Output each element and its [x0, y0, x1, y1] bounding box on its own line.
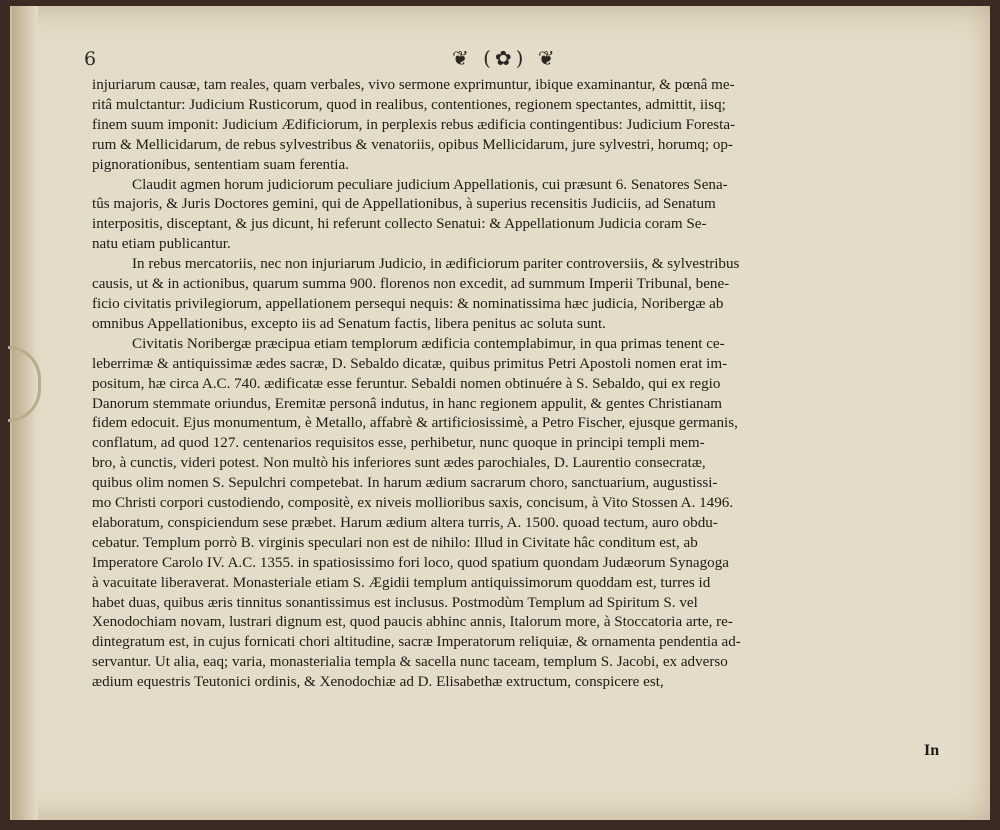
- text-line: omnibus Appellationibus, excepto iis ad Senatum factis, libera penitus ac soluta sunt.: [92, 315, 606, 332]
- text-line: Claudit agmen horum judiciorum peculiare judicium Appellationis, cui præsunt 6. Senatores Sena-: [132, 176, 728, 193]
- text-line: conflatum, ad quod 127. centenarios requisitos esse, perhibetur, nunc quoque in principi templi mem-: [92, 435, 705, 452]
- text-line: In rebus mercatoriis, nec non injuriarum Judicio, in ædificiorum pariter controversiis, & sylvestribus: [132, 256, 740, 273]
- text-line: rum & Mellicidarum, de rebus sylvestribus & venatoriis, opibus Mellicidarum, jure sylvestri, horumq; op-: [92, 136, 733, 153]
- text-line: causis, ut & in actionibus, quarum summa 900. florenos non excedit, ad summum Imperii Tribunal, bene-: [92, 276, 730, 293]
- text-line: quibus olim nomen S. Sepulchri competebat. In harum ædium sacrarum choro, sanctuarium, augustissi-: [92, 475, 718, 492]
- text-line: ritâ mulctantur: Judicium Rusticorum, quod in realibus, contentiones, regionem spectantes, admittit, iisq;: [92, 96, 726, 113]
- text-line: injuriarum causæ, tam reales, quam verbales, vivo sermone exprimuntur, ibique examinantur, & pœnâ me-: [92, 77, 735, 93]
- text-line: finem suum imponit: Judicium Ædificiorum, in perplexis rebus ædificia contingentibus: Judicium Foresta-: [92, 116, 736, 133]
- text-line: elaboratum, conspiciendum sese præbet. Harum ædium altera turris, A. 1500. quoad tectum, auro obdu-: [92, 514, 718, 531]
- text-line: Imperatore Carolo IV. A.C. 1355. in spatiosissimo fori loco, quod spatium quondam Judæorum Synagoga: [92, 554, 729, 571]
- text-line: leberrimæ & antiquissimæ ædes sacræ, D. Sebaldo dicatæ, quibus primitus Petri Apostoli nomen erat im-: [92, 355, 728, 372]
- text-line: pignorationibus, sententiam suam ferentia.: [92, 156, 349, 173]
- text-line: Danorum stemmate oriundus, Eremitæ personâ indutus, in hanc regionem appulit, & gentes Christianam: [92, 395, 723, 412]
- text-line: bro, à cunctis, videri potest. Non multò his inferiores sunt ædes parochiales, D. Laurentio consecratæ,: [92, 455, 706, 472]
- text-line: tûs majoris, & Juris Doctores gemini, qui de Appellationibus, à superius recensitis Judiciis, ad Senatum: [92, 196, 716, 213]
- text-line: servantur. Ut alia, eaq; varia, monasterialia templa & sacella nunc taceam, templum S. Jacobi, ex adverso: [92, 654, 728, 671]
- text-line: à vacuitate liberaverat. Monasteriale etiam S. Ægidii templum antiquissimorum quoddam est, turres id: [92, 574, 711, 591]
- text-line: interpositis, disceptant, & jus dicunt, hi referunt collecto Senatui: & Appellationum Judicia coram Se-: [92, 216, 707, 233]
- book-page: [10, 6, 990, 820]
- text-line: ædium equestris Teutonici ordinis, & Xenodochiæ ad D. Elisabethæ extructum, conspicere est,: [92, 674, 664, 691]
- text-line: Xenodochiam novam, lustrari dignum est, quod paucis abhinc annis, Italorum more, à Stoccatoria arte, re-: [92, 614, 733, 631]
- text-line: natu etiam publicantur.: [92, 236, 231, 253]
- text-line: ficio civitatis privilegiorum, appellationem persequi nequis: & nominatissima hæc judicia, Noribergæ ab: [92, 295, 724, 312]
- text-line: mo Christi corpori custodiendo, compositè, ex niveis mollioribus saxis, concisum, à Vito Stossen A. 1496.: [92, 495, 734, 512]
- catchword: In: [924, 742, 940, 759]
- body-text: [92, 76, 952, 693]
- text-line: habet duas, quibus æris tinnitus sonantissimus est inclusus. Postmodùm Templum ad Spiritum S. vel: [92, 594, 698, 611]
- header-ornament: ❦ (✿) ❦: [452, 46, 559, 70]
- page-number: 6: [84, 48, 97, 70]
- text-line: cebatur. Templum porrò B. virginis speculari non est de nihilo: Illud in Civitate hâc conditum est, ab: [92, 534, 698, 551]
- text-line: fidem edocuit. Ejus monumentum, è Metallo, affabrè & artificiosissimè, a Petro Fischer, ejusque germanis,: [92, 415, 738, 432]
- text-line: positum, hæ circa A.C. 740. ædificatæ esse feruntur. Sebaldi nomen obtinuére à S. Sebaldo, qui ex regio: [92, 375, 721, 392]
- text-line: dintegratum est, in cujus fornicati chori altitudine, sacræ Imperatorum reliquiæ, & ornamenta pendentia ad-: [92, 634, 741, 651]
- text-line: Civitatis Noribergæ præcipua etiam templorum ædificia contemplabimur, in qua primas tenent ce-: [132, 335, 725, 352]
